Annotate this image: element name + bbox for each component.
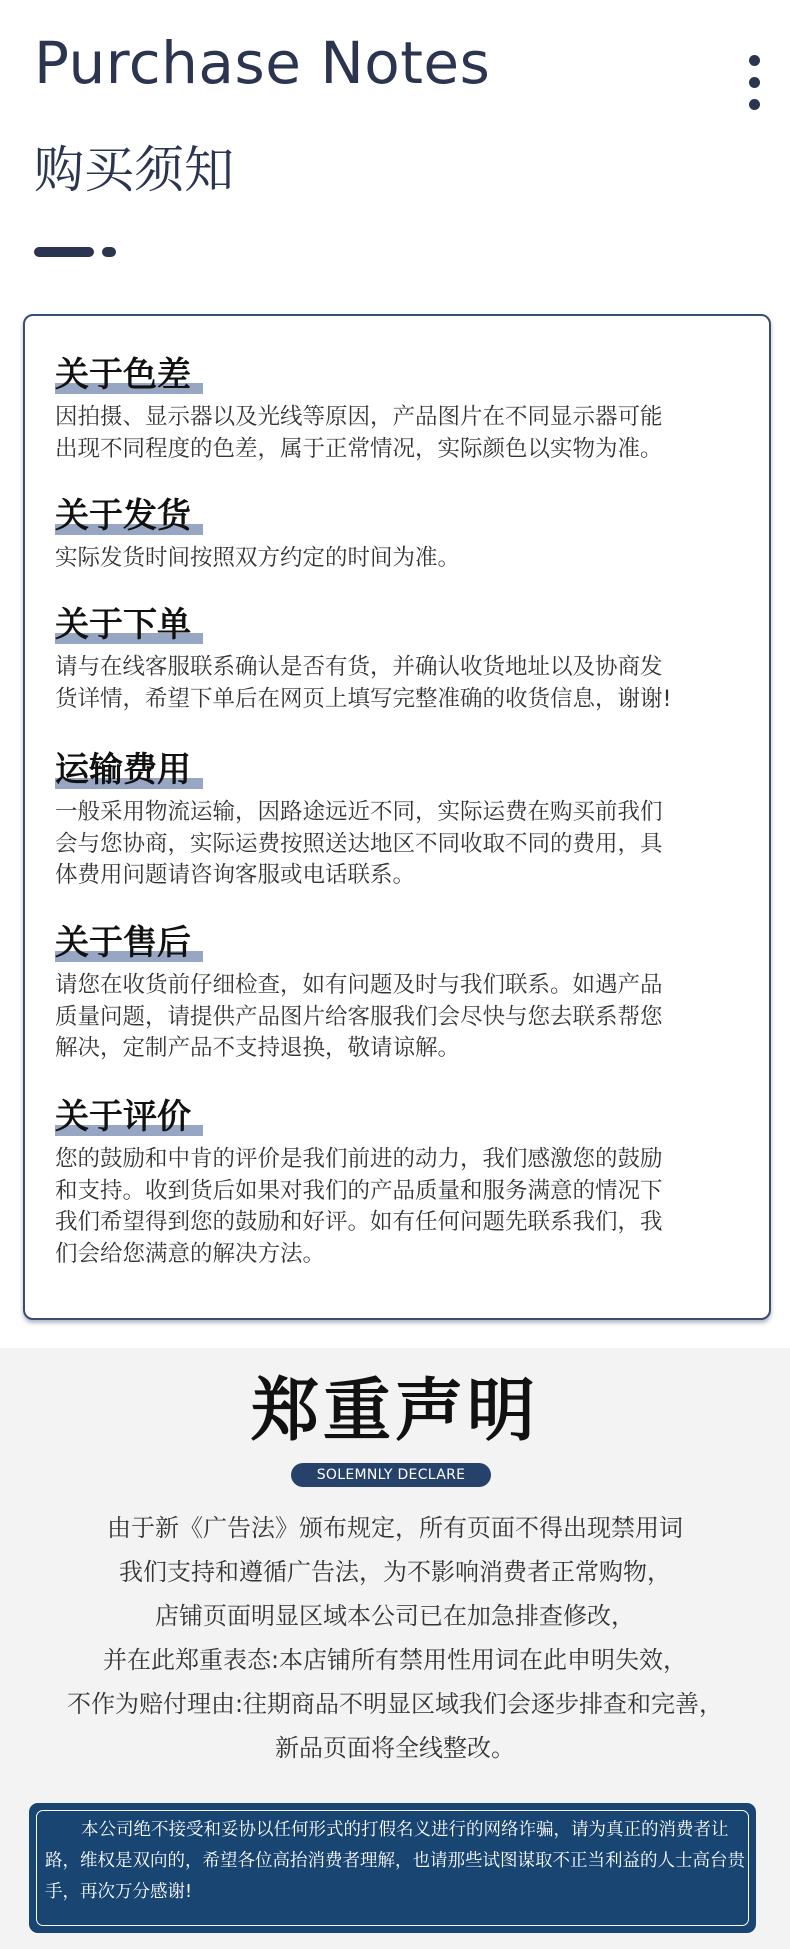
- divider-dot: [102, 247, 116, 257]
- section-body: 因拍摄、显示器以及光线等原因，产品图片在不同显示器可能 出现不同程度的色差，属于正常情况，实际颜色以实物为准。: [55, 404, 663, 462]
- declaration-text: [0, 1506, 790, 1770]
- declaration-line: 店铺页面明显区域本公司已在加急排查修改，: [155, 1602, 635, 1630]
- section-title: 关于评价: [55, 1096, 203, 1138]
- section-color-difference: [55, 354, 755, 465]
- menu-dot: [749, 55, 760, 66]
- page-title-cn: 购买须知: [34, 141, 234, 199]
- section-shipping: [55, 495, 755, 575]
- section-title: 关于售后: [55, 922, 203, 964]
- menu-dot: [749, 99, 760, 110]
- section-body: 请您在收货前仔细检查，如有问题及时与我们联系。如遇产品 质量问题，请提供产品图片给客服我们会尽快与您去联系帮您 解决，定制产品不支持退换，敬请谅解。: [55, 972, 663, 1061]
- section-body: 实际发货时间按照双方约定的时间为准。: [55, 545, 461, 571]
- section-shipping-fees: [55, 749, 755, 892]
- kebab-menu-icon[interactable]: [749, 55, 761, 113]
- declaration-line: 我们支持和遵循广告法，为不影响消费者正常购物，: [119, 1558, 671, 1586]
- declaration-line: 不作为赔付理由:往期商品不明显区域我们会逐步排查和完善，: [66, 1690, 724, 1718]
- section-title: 关于发货: [55, 495, 203, 537]
- declaration-title: 郑重声明: [250, 1372, 539, 1451]
- section-title: 运输费用: [55, 749, 203, 791]
- section-body: 您的鼓励和中肯的评价是我们前进的动力，我们感激您的鼓励 和支持。收到货后如果对我们的产品质量和服务满意的情况下 我们希望得到您的鼓励和好评。如有任何问题先联系我们，我 们会给您满意的解决方法。: [55, 1146, 663, 1267]
- page-title-en: Purchase Notes: [34, 29, 491, 97]
- title-divider: [34, 247, 118, 257]
- section-title: 关于色差: [55, 354, 203, 396]
- anti-fraud-notice: [29, 1803, 756, 1933]
- section-body: 一般采用物流运输，因路途远近不同，实际运费在购买前我们 会与您协商，实际运费按照送达地区不同收取不同的费用，具 体费用问题请咨询客服或电话联系。: [55, 799, 663, 888]
- section-after-sales: [55, 922, 755, 1065]
- divider-bar: [34, 247, 94, 257]
- notice-text: 本公司绝不接受和妥协以任何形式的打假名义进行的网络诈骗，请为真正的消费者让路，维权是双向的，希望各位高抬消费者理解，也请那些试图谋取不正当利益的人士高台贵手，再次万分感谢!: [45, 1820, 745, 1902]
- declaration-line: 由于新《广告法》颁布规定，所有页面不得出现禁用词: [107, 1514, 683, 1542]
- section-reviews: [55, 1096, 755, 1270]
- declaration-section: [0, 1348, 790, 1949]
- declaration-line: 新品页面将全线整改。: [275, 1734, 515, 1762]
- section-body: 请与在线客服联系确认是否有货，并确认收货地址以及协商发 货详情，希望下单后在网页上填写完整准确的收货信息，谢谢!: [55, 654, 672, 712]
- declaration-line: 并在此郑重表态:本店铺所有禁用性用词在此申明失效，: [102, 1646, 688, 1674]
- menu-dot: [749, 77, 760, 88]
- section-title: 关于下单: [55, 604, 203, 646]
- section-ordering: [55, 604, 755, 715]
- declaration-badge: SOLEMNLY DECLARE: [291, 1463, 491, 1487]
- notes-card: [23, 314, 771, 1320]
